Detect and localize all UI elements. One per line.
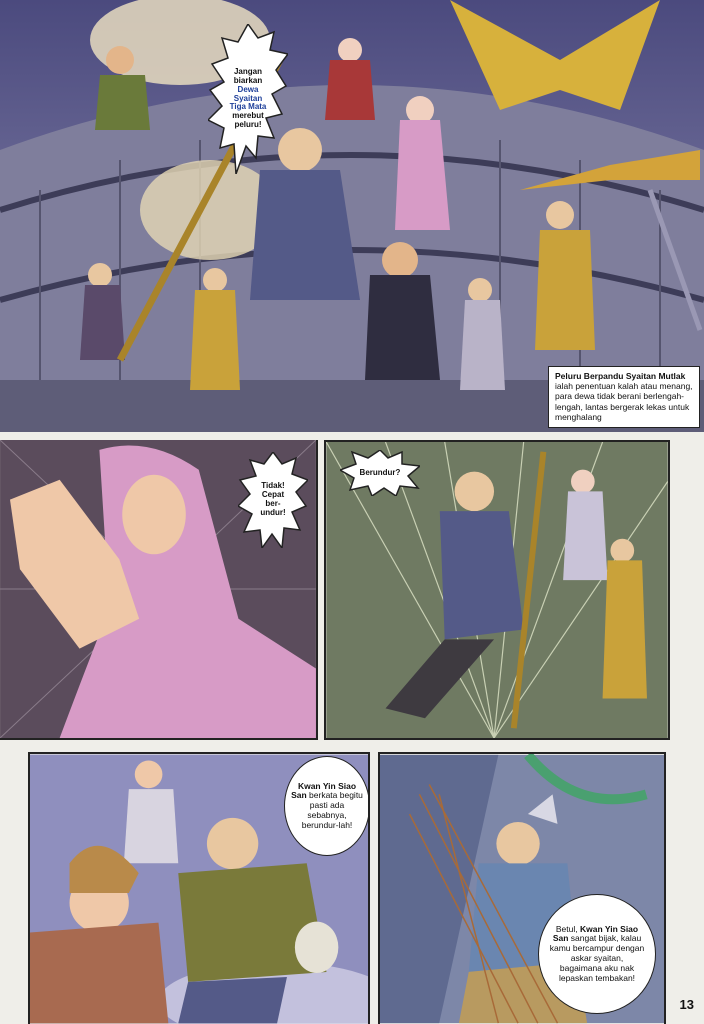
bubble-text: biarkan	[233, 76, 263, 85]
shout-text: undur!	[260, 507, 286, 517]
bubble-text: sangat bijak, kalau kamu bercampur dengan askar syaitan, bagaimana aku nak lepaskan tembakan!	[549, 933, 645, 983]
shout-text: Berundur?	[359, 467, 401, 477]
bubble-text: berkata begitu pasti ada sebabnya, berundur-lah!	[301, 790, 363, 830]
speech-bubble-4	[284, 756, 370, 856]
panel-2	[0, 440, 318, 740]
speech-bubble-shout-3	[340, 450, 420, 496]
panel-5	[378, 752, 666, 1024]
woman-face	[122, 475, 186, 554]
shout-text: ber-	[265, 499, 281, 508]
speech-bubble-shout-1	[208, 24, 288, 174]
bubble-text: Betul,	[555, 923, 580, 934]
bubble-name: Tiga Mata	[229, 102, 267, 112]
skull	[295, 922, 338, 973]
bubble-text: Jangan	[233, 67, 262, 77]
bubble-text: merebut	[232, 111, 264, 121]
shout-text: Tidak!	[261, 481, 285, 491]
shout-text: Cepat	[261, 490, 285, 500]
bubble-name: Syaitan	[233, 93, 263, 103]
speech-bubble-5	[538, 894, 656, 1014]
narration-caption	[548, 366, 700, 428]
panel-3	[324, 440, 670, 740]
caption-bold: Peluru Berpandu Syaitan Mutlak	[555, 371, 686, 381]
caption-text: ialah penentuan kalah atau menang, para dewa tidak berani berlengah-lengah, lantas bergerak lekas untuk menghalang	[555, 381, 693, 422]
hero-figure	[440, 511, 524, 639]
archer-face	[496, 822, 539, 865]
bubble-name: Kwan Yin Siao San	[552, 923, 639, 944]
bubble-name: Kwan Yin Siao San	[291, 780, 357, 801]
bubble-name: Dewa	[237, 84, 259, 94]
blonde-warrior-face	[207, 818, 258, 869]
panel-1	[0, 0, 704, 432]
bubble-text: peluru!	[234, 119, 262, 129]
panel-4	[28, 752, 370, 1024]
page-number: 13	[679, 997, 694, 1012]
speech-bubble-shout-2	[238, 452, 308, 548]
